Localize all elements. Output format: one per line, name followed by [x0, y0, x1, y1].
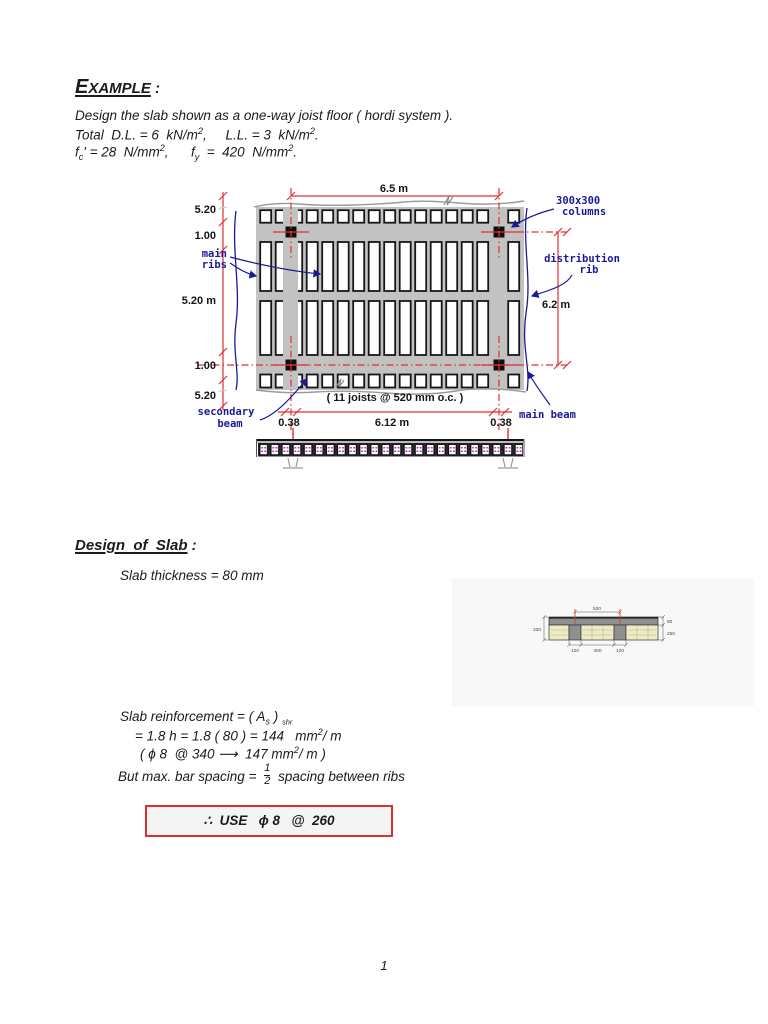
reinf-l3-result: 147 mm [237, 746, 294, 762]
detail-slab-topline [549, 617, 658, 619]
reinforcement-line-4 [118, 762, 405, 790]
conclusion-box [145, 805, 393, 837]
dim-right-span: 6.2 m [542, 299, 571, 311]
dim-038-right: 0.38 [490, 417, 512, 429]
label-main-ribs-1: main [201, 248, 227, 260]
detail-dim-250: 250 [667, 632, 676, 637]
section-slab-gap [257, 441, 524, 443]
one-half-fraction [264, 763, 270, 788]
reinf-l4-text: But max. bar spacing = [118, 768, 261, 784]
reinf-l4-end: spacing between ribs [274, 768, 405, 784]
rib-section-detail-panel [452, 578, 754, 706]
intro-line-2-text: Total D.L. = 6 kN/m [75, 127, 198, 143]
plan-edge-wavy-left [235, 211, 238, 390]
intro-line-2-end: . [314, 127, 319, 143]
dim-612: 6.12 m [374, 417, 410, 429]
detail-dim-80: 80 [667, 620, 673, 625]
dim-left-2: 1.00 [194, 230, 216, 242]
fc-symbol: f [75, 144, 79, 160]
reinf-l3-text: ( ϕ 8 @ 340 [140, 746, 219, 762]
reinf-l3-end: / m ) [298, 746, 326, 762]
detail-rib-right [614, 625, 626, 640]
dim-038-left: 0.38 [278, 417, 300, 429]
label-secondary-1: secondary [197, 406, 255, 418]
intro-line-1: Design the slab shown as a one-way joist floor ( hordi system ). [75, 108, 454, 123]
dim-left-5: 5.20 [194, 390, 216, 402]
superscript-2: 2 [309, 126, 315, 136]
label-columns-1: 300x300 [556, 195, 601, 207]
intro-line-2 [75, 126, 319, 143]
label-columns-2: columns [562, 206, 607, 218]
leader-arrow-main-ribs-short [230, 263, 256, 276]
fy-value: = 420 N/mm [199, 144, 289, 160]
break-squiggle-top [444, 196, 453, 205]
superscript-2: 2 [317, 727, 323, 737]
superscript-2: 2 [288, 143, 294, 153]
superscript-2: 2 [159, 143, 165, 153]
dim-left-3: 5.20 m [181, 295, 216, 307]
section-support-right [498, 458, 518, 468]
fraction-numerator: 1 [264, 762, 271, 774]
reinf-l1-close: ) [269, 709, 282, 724]
detail-dim-520: 520 [592, 607, 602, 612]
fy-symbol: , f [164, 144, 195, 160]
long-arrow-glyph: ⟶ [218, 746, 238, 762]
fc-subscript: c [78, 152, 84, 163]
leader-arrow-main-beam [528, 372, 550, 405]
leader-arrow-distribution [532, 275, 572, 296]
detail-rib-left [569, 625, 581, 640]
as-subscript: s [265, 716, 270, 727]
conclusion-text: ∴ USE ϕ 8 @ 260 [203, 813, 335, 828]
superscript-2: 2 [197, 126, 203, 136]
title-initial: E [75, 76, 89, 98]
detail-block-right [626, 625, 658, 640]
label-main-ribs-2: ribs [201, 259, 227, 271]
page-title [75, 76, 160, 99]
shr-subscript: shr [281, 717, 293, 727]
reinf-l2-text: = 1.8 h = 1.8 ( 80 ) = 144 mm [135, 728, 318, 744]
title-colon: : [150, 80, 161, 97]
intro-line-3 [75, 143, 297, 162]
design-heading-text: Design of Slab [75, 537, 188, 554]
fc-value: ' = 28 N/mm [83, 144, 160, 160]
plan-edge-wavy-right [525, 208, 528, 391]
reinforcement-line-2 [135, 727, 342, 744]
fraction-denominator: 2 [264, 775, 271, 788]
page-number: 1 [380, 958, 388, 973]
reinf-l2-end: / m [322, 728, 342, 744]
intro-line-3-end: . [293, 144, 297, 160]
plan-break-edge-top [254, 201, 524, 207]
dim-left-4: 1.00 [194, 360, 216, 372]
label-distribution-2: rib [579, 264, 599, 276]
detail-drawing [533, 606, 675, 654]
detail-dim-330: 330 [532, 628, 541, 633]
fy-subscript: y [194, 152, 200, 163]
detail-block-mid [581, 625, 614, 640]
intro-line-2-text-b: , L.L. = 3 kN/m [202, 127, 310, 143]
superscript-2: 2 [293, 745, 299, 755]
section-slab-top [257, 439, 524, 441]
detail-dim-120-left: 120 [570, 649, 580, 654]
label-secondary-2: beam [217, 418, 243, 430]
reinf-l1-text: Slab reinforcement = ( A [120, 709, 266, 724]
reinforcement-line-3 [140, 745, 326, 763]
design-heading-colon: : [187, 537, 197, 554]
design-of-slab-heading [75, 537, 197, 554]
label-distribution-1: distribution [544, 253, 620, 265]
detail-block-left [549, 625, 569, 640]
joists-note: ( 11 joists @ 520 mm o.c. ) [326, 392, 464, 404]
reinforcement-line-1 [120, 709, 292, 727]
slab-thickness-line: Slab thickness = 80 mm [120, 568, 264, 583]
section-support-left [283, 458, 303, 468]
dim-top-span: 6.5 m [379, 183, 409, 195]
title-rest: XAMPLE [88, 80, 151, 97]
detail-dim-120-right: 120 [615, 649, 625, 654]
detail-dim-400: 400 [593, 649, 602, 654]
joist-floor-diagram [170, 178, 700, 478]
section-view [257, 439, 525, 468]
label-main-beam: main beam [519, 409, 576, 421]
section-blocks-row [258, 443, 523, 457]
rib-section-detail [452, 578, 754, 706]
dim-left-1: 5.20 [194, 204, 216, 216]
